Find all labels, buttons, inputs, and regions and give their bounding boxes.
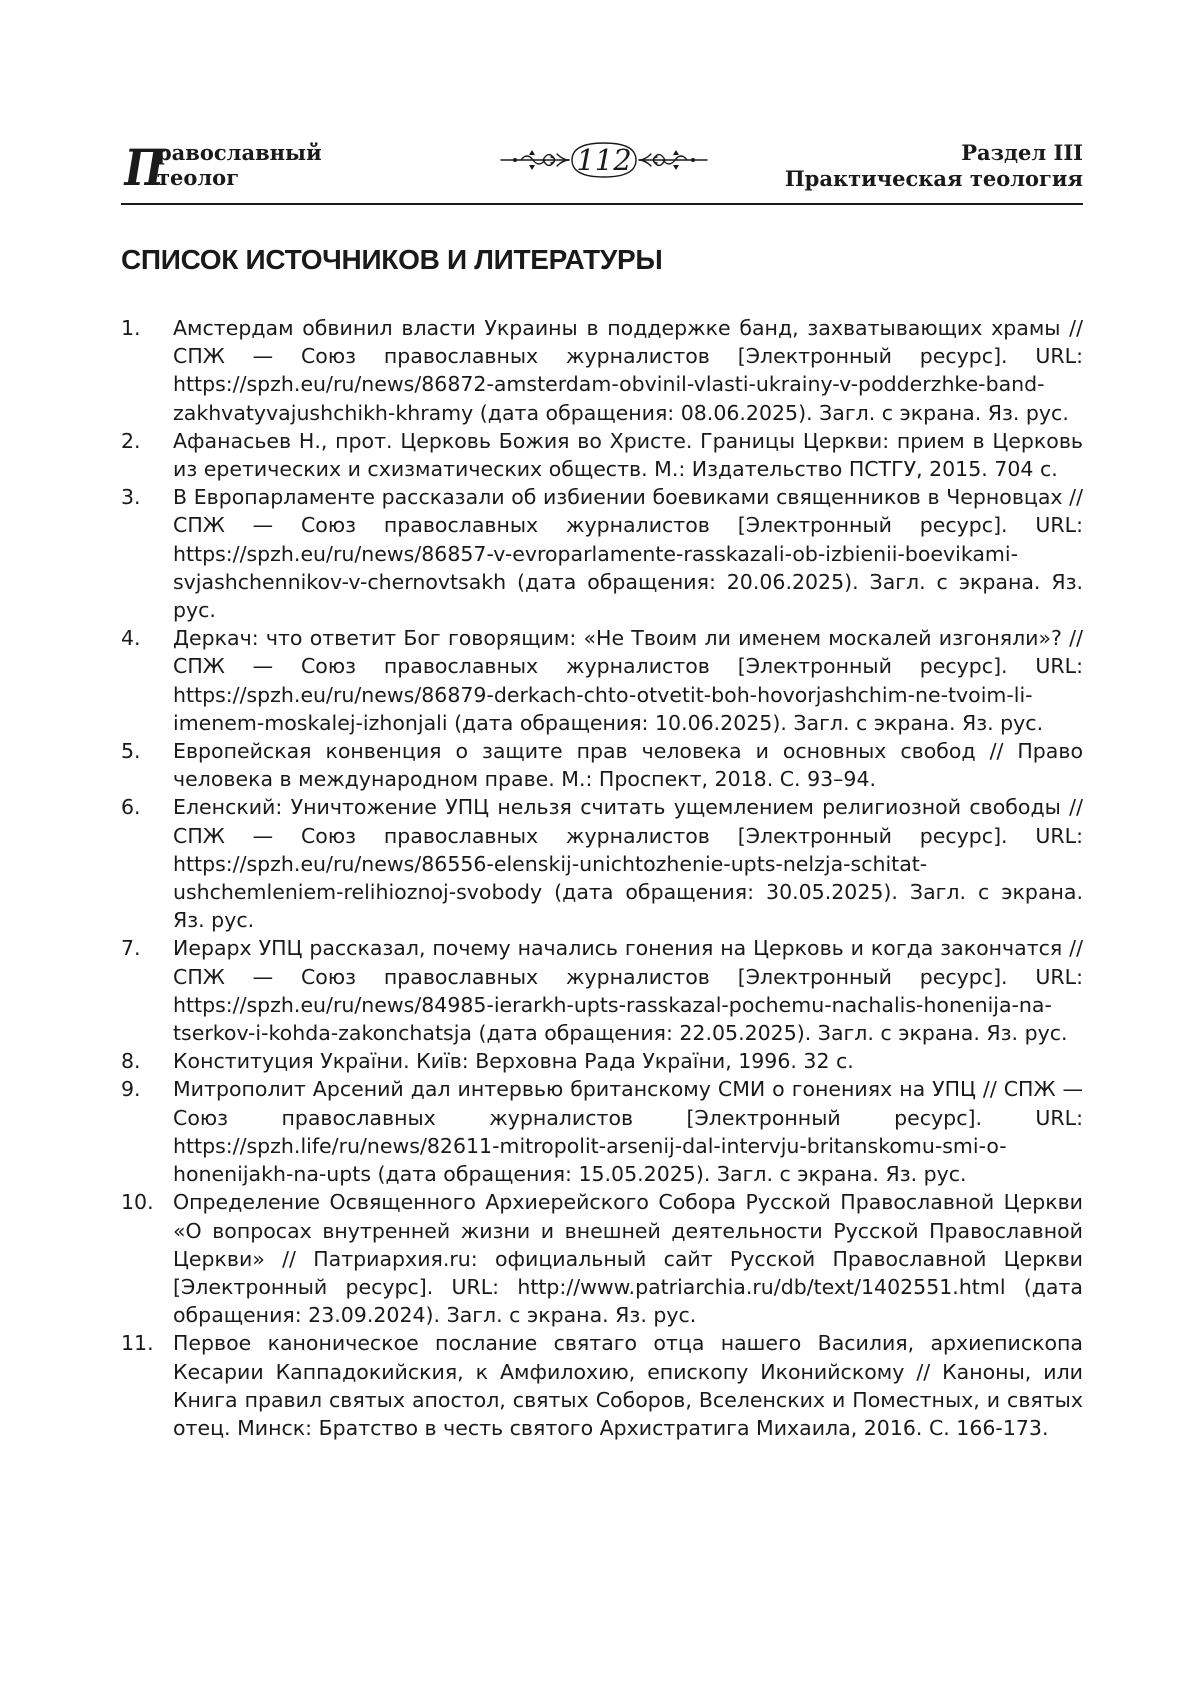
- reference-item: [121, 1075, 1083, 1188]
- reference-item: [121, 934, 1083, 1047]
- reference-text: Еленский: Уничтожение УПЦ нельзя считать ущемлением религиозной свободы // СПЖ — Союз православных журналистов [Электронный ресурс]. URL: https://spzh.eu/ru/news/86556-elenskij-unichtozhenie-upts-nelzja-schitat-ushchemleniem-relihioznoj-svobody (дата обращения: 30.05.2025). Загл. с экрана. Яз. рус.: [173, 795, 1083, 933]
- reference-text: Первое каноническое послание святаго отца нашего Василия, архиепископа Кесарии Каппадокийския, к Амфилохию, епископу Иконийскому // Каноны, или Книга правил святых апостол, святых Соборов, Вселенских и Поместных, и святых отец. Минск: Братство в честь святого Архистратига Михаила, 2016. С. 166-173.: [173, 1331, 1083, 1440]
- journal-name: [157, 140, 322, 190]
- section-label: [785, 140, 1083, 192]
- reference-item: [121, 427, 1083, 483]
- section-title: Практическая теология: [784, 166, 1083, 191]
- reference-number: 4.: [121, 626, 141, 651]
- reference-number: 3.: [121, 485, 141, 510]
- reference-text: Определение Освященного Архиерейского Собора Русской Православной Церкви «О вопросах внутренней жизни и внешней деятельности Русской Православной Церкви» // Патриархия.ru: официальный сайт Русской Православной Церкви [Электронный ресурс]. URL: http://www.patriarchia.ru/db/text/1402551.html (дата обращения: 23.09.2024). Загл. с экрана. Яз. рус.: [173, 1190, 1083, 1328]
- reference-text: Конституция України. Київ: Верховна Рада України, 1996. 32 с.: [173, 1049, 854, 1074]
- reference-text: Иерарх УПЦ рассказал, почему начались гонения на Церковь и когда закончатся // СПЖ — Союз православных журналистов [Электронный ресурс]. URL: https://spzh.eu/ru/news/84985-ierarkh-upts-rasskazal-pochemu-nachalis-honenija-na-tserkov-i-kohda-zakonchatsja (дата обращения: 22.05.2025). Загл. с экрана. Яз. рус.: [173, 936, 1083, 1046]
- header-rule: [121, 203, 1083, 205]
- page-number-ornament: [499, 138, 709, 182]
- reference-number: 9.: [121, 1077, 141, 1102]
- reference-list: [121, 314, 1083, 1442]
- reference-item: [121, 483, 1083, 624]
- reference-text: Митрополит Арсений дал интервью британскому СМИ о гонениях на УПЦ // СПЖ — Союз православных журналистов [Электронный ресурс]. URL: https://spzh.life/ru/news/82611-mitropolit-arsenij-dal-intervju-britanskomu-smi-o-honenijakh-na-upts (дата обращения: 15.05.2025). Загл. с экрана. Яз. рус.: [173, 1077, 1083, 1187]
- page-number: 112: [576, 143, 632, 177]
- reference-item: [121, 1329, 1083, 1442]
- reference-number: 6.: [121, 795, 141, 820]
- running-header: [121, 138, 1083, 204]
- reference-text: Европейская конвенция о защите прав человека и основных свобод // Право человека в международном праве. М.: Проспект, 2018. С. 93–94.: [173, 739, 1083, 792]
- section-number: Раздел III: [961, 140, 1083, 165]
- reference-number: 8.: [121, 1049, 141, 1074]
- reference-number: 1.: [121, 316, 141, 340]
- reference-text: Амстердам обвинил власти Украины в поддержке банд, захватывающих храмы // СПЖ — Союз православных журналистов [Электронный ресурс]. URL: https://spzh.eu/ru/news/86872-amsterdam-obvinil-vlasti-ukrainy-v-podderzhke-band-zakhvatyvajushchikh-khramy (дата обращения: 08.06.2025). Загл. с экрана. Яз. рус.: [173, 316, 1083, 425]
- reference-item: [121, 737, 1083, 793]
- reference-item: [121, 314, 1083, 427]
- journal-name-line1: равославный: [157, 140, 322, 165]
- reference-number: 2.: [121, 428, 141, 453]
- bibliography-title: СПИСОК ИСТОЧНИКОВ И ЛИТЕРАТУРЫ: [121, 244, 663, 275]
- reference-item: [121, 1047, 1083, 1075]
- reference-number: 11.: [121, 1331, 154, 1356]
- reference-number: 7.: [121, 936, 141, 961]
- journal-logo-initial: П: [124, 138, 165, 197]
- reference-number: 5.: [121, 739, 141, 764]
- reference-text: Деркач: что ответит Бог говорящим: «Не Твоим ли именем москалей изгоняли»? // СПЖ — Союз православных журналистов [Электронный ресурс]. URL: https://spzh.eu/ru/news/86879-derkach-chto-otvetit-boh-hovorjashchim-ne-tvoim-li-imenem-moskalej-izhonjali (дата обращения: 10.06.2025). Загл. с экрана. Яз. рус.: [173, 626, 1083, 735]
- reference-number: 10.: [121, 1190, 154, 1215]
- journal-name-line2: теолог: [157, 165, 240, 190]
- reference-item: [121, 793, 1083, 934]
- reference-text: Афанасьев Н., прот. Церковь Божия во Христе. Границы Церкви: прием в Церковь из еретических и схизматических обществ. М.: Издательство ПСТГУ, 2015. 704 с.: [173, 428, 1083, 482]
- reference-text: В Европарламенте рассказали об избиении боевиками священников в Черновцах // СПЖ — Союз православных журналистов [Электронный ресурс]. URL: https://spzh.eu/ru/news/86857-v-evroparlamente-rasskazali-ob-izbienii-boevikami-svjashchennikov-v-chernovtsakh (дата обращения: 20.06.2025). Загл. с экрана. Яз. рус.: [173, 485, 1083, 623]
- reference-item: [121, 624, 1083, 737]
- reference-item: [121, 1188, 1083, 1329]
